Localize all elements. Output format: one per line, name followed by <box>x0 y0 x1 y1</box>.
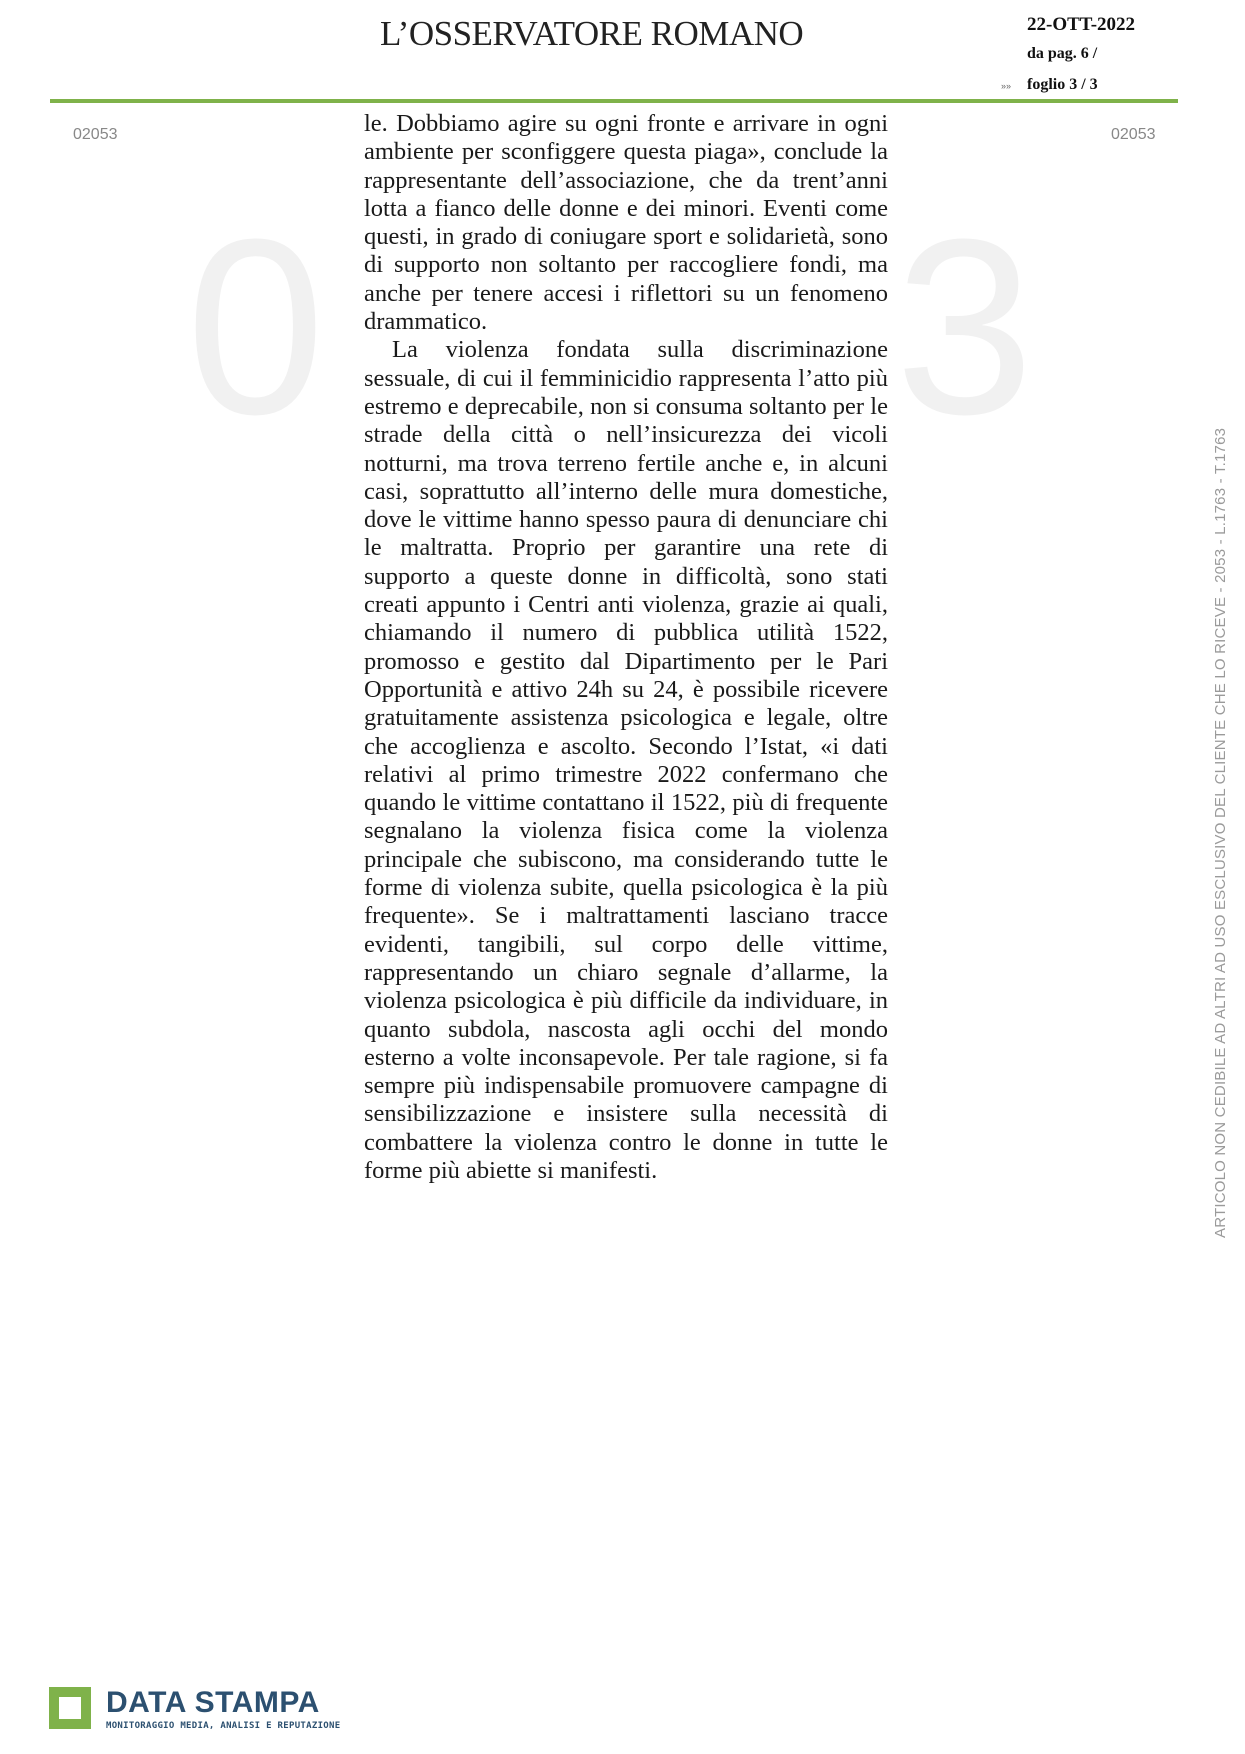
continuation-arrows: »» <box>1001 81 1012 91</box>
article-body <box>364 110 888 1185</box>
usage-notice: ARTICOLO NON CEDIBILE AD ALTRI AD USO ESCLUSIVO DEL CLIENTE CHE LO RICEVE - 2053 - L.1763 - T.1763 <box>1212 427 1229 1238</box>
page-reference: da pag. 6 / <box>1027 45 1098 62</box>
publication-date: 22-OTT-2022 <box>1027 14 1136 35</box>
sheet-reference: foglio 3 / 3 <box>1027 76 1098 93</box>
data-stampa-logo-icon <box>49 1687 91 1729</box>
client-code-right: 02053 <box>1111 126 1156 143</box>
article-paragraph: le. Dobbiamo agire su ogni fronte e arrivare in ogni ambiente per sconfiggere questa piaga», conclude la rappresentante dell’associazione, che da trent’anni lotta a fianco delle donne e dei minori. Eventi come questi, in grado di coniugare sport e solidarietà, sono di supporto non soltanto per raccogliere fondi, ma anche per tenere accesi i riflettori su un fenomeno drammatico. <box>364 110 888 336</box>
brand-tagline: MONITORAGGIO MEDIA, ANALISI E REPUTAZIONE <box>106 1721 341 1731</box>
brand-name: DATA STAMPA <box>106 1686 320 1719</box>
client-code-left: 02053 <box>73 126 118 143</box>
newspaper-masthead: L’OSSERVATORE ROMANO <box>380 14 804 53</box>
header-divider <box>50 99 1178 103</box>
article-paragraph: La violenza fondata sulla discriminazione sessuale, di cui il femminicidio rappresenta l’atto più estremo e deprecabile, non si consuma soltanto per le strade della città o nell’insicurezza dei vicoli notturni, ma trova terreno fertile anche e, in alcuni casi, soprattutto all’interno delle mura domestiche, dove le vittime hanno spesso paura di denunciare chi le maltratta. Proprio per garantire una rete di supporto a queste donne in difficoltà, sono stati creati appunto i Centri anti violenza, grazie ai quali, chiamando il numero di pubblica utilità 1522, promosso e gestito dal Dipartimento per le Pari Opportunità e attivo 24h su 24, è possibile ricevere gratuitamente assistenza psicologica e legale, oltre che accoglienza e ascolto. Secondo l’Istat, «i dati relativi al primo trimestre 2022 confermano che quando le vittime contattano il 1522, più di frequente segnalano la violenza fisica come la violenza principale che subiscono, ma considerando tutte le forme di violenza subite, quella psicologica è la più frequente». Se i maltrattamenti lasciano tracce evidenti, tangibili, sul corpo delle vittime, rappresentando un chiaro segnale d’allarme, la violenza psicologica è più difficile da individuare, in quanto subdola, nascosta agli occhi del mondo esterno a volte inconsapevole. Per tale ragione, si fa sempre più indispensabile promuovere campagne di sensibilizzazione e insistere sulla necessità di combattere la violenza contro le donne in tutte le forme più abiette si manifesti. <box>364 336 888 1184</box>
watermark-digit-left: 0 <box>186 187 326 466</box>
watermark-digit-right: 3 <box>895 187 1035 466</box>
